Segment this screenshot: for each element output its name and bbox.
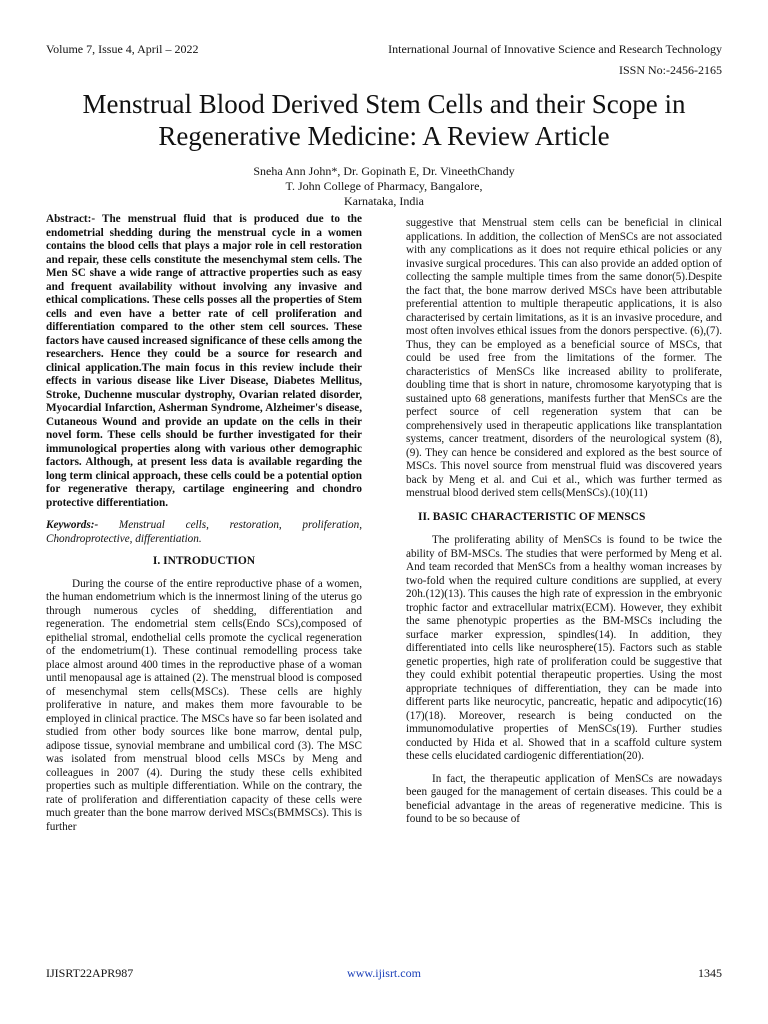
issn: ISSN No:-2456-2165	[618, 63, 722, 77]
keywords-label: Keywords:-	[46, 519, 99, 531]
affiliation-line-2: Karnataka, India	[344, 194, 424, 208]
paragraph-continuation: suggestive that Menstrual stem cells can be beneficial in clinical applications. In addition, the collection of MenSCs are not associated with any complications as it does not require ethical policies or any invasive surgical procedures. This can also provide an added option of collecting the sample multiple times from the same donor(5).Despite the fact that, the bone marrow derived MSCs have been attributable preferential attention to multiple therapeutic applications, it is also characterised by certain limitations, as it is an invasive procedure, and most often involves ethical issues from the donors perspective. (6),(7). Thus, they can be employed as a beneficial source of MSCs, that could be used free from the limitations of the former. The characteristics of MenSCs like increased ability to proliferate, doubling time that is short in nature, chromosome karyotyping that is sustained upto 68 generations, manifests further that MenSCs are the perfect source of cell regeneration system that can be comprehensively used in therapeutic applications like transplantation systems, cancer treatment, disorders of the neurological system (8),(9). They can hence be considered and explored as the best source of MSCs. This novel source from menstrual fluid was discovered years back by Meng et al. and Cui et al., which was further termed as menstrual blood derived stem cells(MenSCs).(10)(11)	[406, 217, 722, 499]
intro-heading: I. INTRODUCTION	[152, 555, 256, 567]
affiliation-line-1: T. John College of Pharmacy, Bangalore,	[285, 179, 483, 193]
article-code: IJISRT22APR987	[46, 966, 134, 980]
section-2-paragraph-1: The proliferating ability of MenSCs is found to be twice the ability of BM-MSCs. The studies that were performed by Meng et al. And team recorded that MenSCs from a healthy woman increases by two-fold when the required culture conditions are supplied, at every 20h.(12)(13). This causes the high rate of expression in the embryonic trophic factor and extracellular matrix(ECM). However, they exhibit the same phenotypic properties as the BM-MSCs including the surface marker expression, spindles(14). In addition, they differentiated into cells like neurosphere(15). Factors such as stable genetic properties, high rate of proliferation could be suggestive that they could exhibit potential therapeutic properties. Using the most appropriate techniques of differentiation, they can be made into different parts like neurocytic, pancreatic, hepatic and adipocytic(16)(17)(18). Moreover, research is being conducted on the immunomodulative properties of MenSCs(19). Further studies conducted by Hida et al. Showed that in a scaffold culture system these cells elucidated cardiogenic differentiation(20).	[406, 534, 722, 762]
section-2-paragraph-2: In fact, the therapeutic application of MenSCs are nowadays been gauged for the management of certain diseases. This could be a beneficial advantage in the areas of regenerative medicine. This is found to be so because of	[406, 772, 722, 825]
keywords-text: Menstrual cells, restoration, proliferation, Chondroprotective, differentiation.	[46, 519, 362, 545]
right-column	[406, 217, 722, 836]
abstract: Abstract:- The menstrual fluid that is produced due to the endometrial shedding during the menstrual cycle in a women contains the blood cells that plays a major role in cell restoration and repair, these cells constitute the mesenchymal stem cells. The Men SC shave a wide range of attractive properties such as easy and frequent availability without involving any invasive and ethical complications. These cells posses all the properties of Stem cells and even have a better rate of cell proliferation and differentiation compared to the other stem cell sources. These factors have caused increased significance of these cells among the researchers. Hence they could be a source for research and clinical application.The main focus in this review include their effects in various disease like Liver Disease, Diabetes Mellitus, Stroke, Duchenne muscular dystrophy, Ovarian related disorder, Myocardial Infarction, Asherman Syndrome, Alzheimer's disease, Cutaneous Wound and provide an update on the cells in their novel form. These cells should be further investigated for their immunological properties along with various other demographic factors. Although, at present less data is available regarding the long term clinical approach, these cells could be a potential option for regenerative therapy, cartilage engineering and chondro protective differentiation.	[46, 213, 362, 509]
left-column	[46, 213, 362, 843]
section-2-heading: II. BASIC CHARACTERISTIC OF MENSCS	[418, 510, 646, 523]
author-block	[0, 164, 768, 209]
paper-title: Menstrual Blood Derived Stem Cells and their Scope in Regenerative Medicine: A Review Article	[82, 89, 686, 151]
journal-name: International Journal of Innovative Science and Research Technology	[388, 42, 722, 56]
volume-info: Volume 7, Issue 4, April – 2022	[46, 42, 199, 56]
keywords	[46, 519, 362, 546]
page-number: 1345	[698, 966, 722, 980]
intro-paragraph: During the course of the entire reproductive phase of a women, the human endometrium which is the innermost lining of the uterus go through numerous cycles of shedding, differentiation and regeneration. The endometrial stem cells(Endo SCs),composed of epithelial stromal, endothelial cells promote the cyclical regeneration of the endometrium(1). These continual remodelling process take place almost around 400 times in the reproductive phase of a woman until menopausal age is attained (2). The menstrual blood is composed of mesenchymal stem cells(MSCs). These cells are highly proliferative in nature, and makes them more favourable to be employed in clinical practice. The MSCs have so far been isolated and studied from other body sources like bone marrow, dental pulp, adipose tissue, synovial membrane and umbilical cord (3). The MSC was isolated from menstrual blood cells MSCs by Meng and colleagues in 2007 (4). During the study these cells exhibited properties such as multiple differentiation. While on the contrary, the rate of proliferation and differentiation capacity of these cells were much greater than the bone marrow derived MSCs(BMMSCs). This is further	[46, 577, 362, 833]
journal-url-link[interactable]: www.ijisrt.com	[347, 966, 421, 980]
authors: Sneha Ann John*, Dr. Gopinath E, Dr. VineethChandy	[253, 164, 515, 178]
